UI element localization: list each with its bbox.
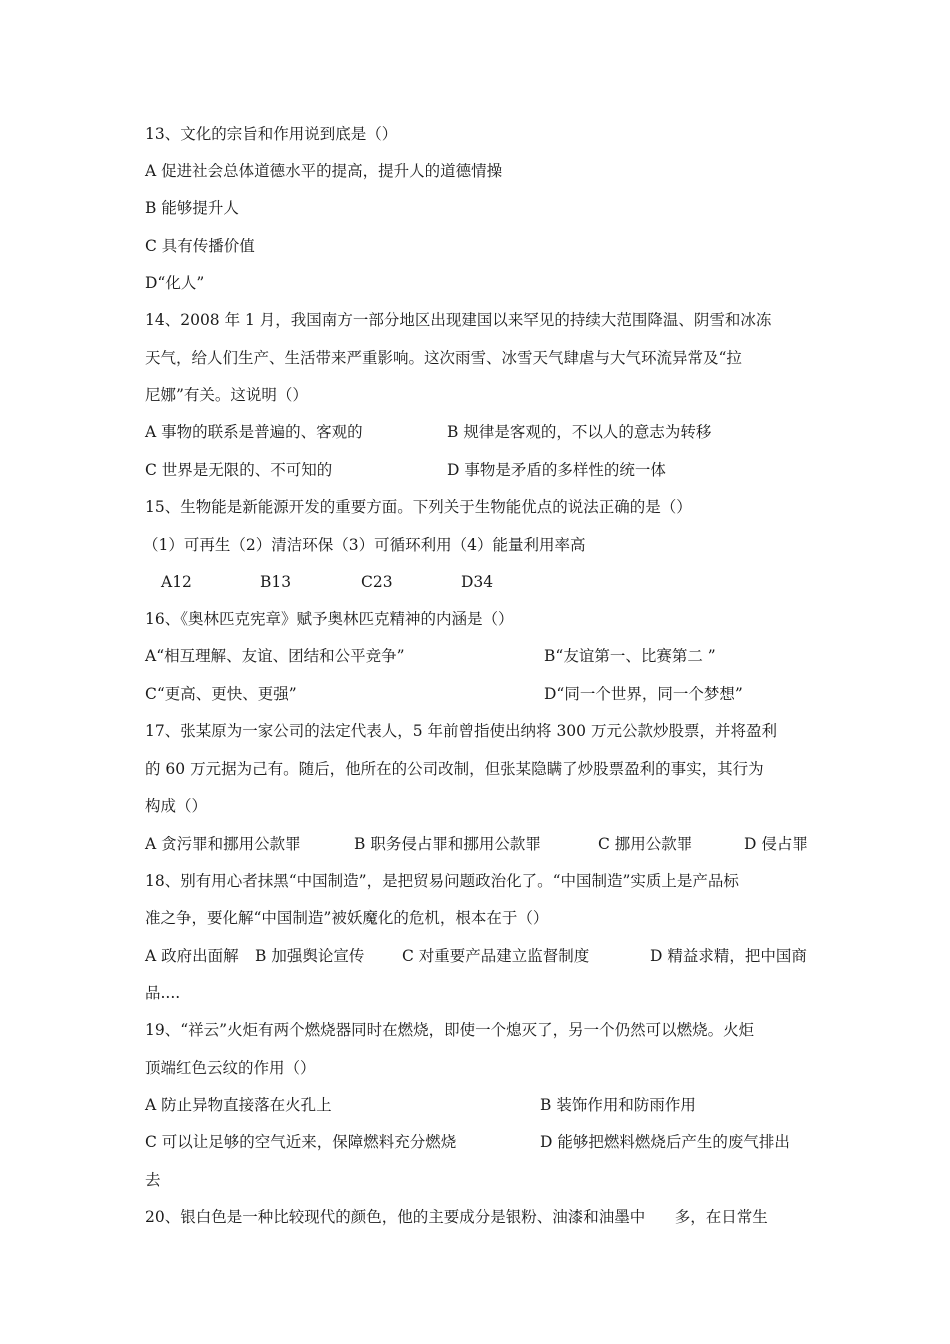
question-14-stem-line-2: 天气，给人们生产、生活带来严重影响。这次雨雪、冰雪天气肆虐与大气环流异常及“拉 [145,349,742,367]
question-15-option-d: D34 [461,573,494,591]
question-18-option-b: B 加强舆论宣传 [255,947,365,965]
question-15-option-c: C23 [361,573,393,591]
question-14-option-b: B 规律是客观的，不以人的意志为转移 [447,423,712,441]
question-13-stem: 13、文化的宗旨和作用说到底是（） [145,125,398,143]
question-18-option-a: A 政府出面解 [145,947,239,965]
question-16-option-d: D“同一个世界，同一个梦想” [544,685,743,703]
question-14-stem-line-1: 14、2008 年 1 月，我国南方一部分地区出现建国以来罕见的持续大范围降温、阴雪和冰冻 [145,311,772,329]
question-14-option-d: D 事物是矛盾的多样性的统一体 [447,461,666,479]
question-17-stem-line-3: 构成（） [145,797,208,815]
question-18-option-d-continued: 品.... [145,984,181,1002]
question-17-option-b: B 职务侵占罪和挪用公款罪 [354,835,541,853]
question-16-option-b: B“友谊第一、比赛第二 ” [544,647,716,665]
question-18-option-d: D 精益求精，把中国商 [650,947,807,965]
question-13-option-c: C 具有传播价值 [145,237,255,255]
question-17-option-a: A 贪污罪和挪用公款罪 [145,835,301,853]
question-18-stem-line-2: 准之争，要化解“中国制造”被妖魔化的危机，根本在于（） [145,909,549,927]
question-18-option-c: C 对重要产品建立监督制度 [402,947,590,965]
question-13-option-b: B 能够提升人 [145,199,239,217]
question-17-option-c: C 挪用公款罪 [598,835,693,853]
question-15-option-a: A12 [161,573,192,591]
question-17-option-d: D 侵占罪 [744,835,808,853]
question-13-option-a: A 促进社会总体道德水平的提高，提升人的道德情操 [145,162,503,180]
question-19-option-b: B 装饰作用和防雨作用 [540,1096,696,1114]
question-19-stem-line-2: 顶端红色云纹的作用（） [145,1059,316,1077]
question-15-option-b: B13 [260,573,292,591]
question-14-option-c: C 世界是无限的、不可知的 [145,461,333,479]
question-16-stem: 16、《奥林匹克宪章》赋予奥林匹克精神的内涵是（） [145,610,514,628]
question-20-stem: 20、银白色是一种比较现代的颜色，他的主要成分是银粉、油漆和油墨中 多，在日常生 [145,1208,768,1226]
question-13-option-d: D“化人” [145,274,205,292]
question-15-stem-line-2: （1）可再生（2）清洁环保（3）可循环利用（4）能量利用率高 [143,536,586,554]
question-19-option-c: C 可以让足够的空气近来，保障燃料充分燃烧 [145,1133,457,1151]
question-19-option-d: D 能够把燃料燃烧后产生的废气排出 [540,1133,790,1151]
question-19-stem-line-1: 19、“祥云”火炬有两个燃烧器同时在燃烧，即使一个熄灭了，另一个仍然可以燃烧。火炬 [145,1021,755,1039]
question-15-stem-line-1: 15、生物能是新能源开发的重要方面。下列关于生物能优点的说法正确的是（） [145,498,692,516]
question-17-stem-line-1: 17、张某原为一家公司的法定代表人，5 年前曾指使出纳将 300 万元公款炒股票，并将盈利 [145,722,777,740]
question-19-option-d-continued: 去 [145,1171,161,1189]
question-14-stem-line-3: 尼娜”有关。这说明（） [145,386,308,404]
question-16-option-c: C“更高、更快、更强” [145,685,297,703]
question-17-stem-line-2: 的 60 万元据为己有。随后，他所在的公司改制，但张某隐瞒了炒股票盈利的事实，其行为 [145,760,764,778]
question-19-option-a: A 防止异物直接落在火孔上 [145,1096,332,1114]
question-18-stem-line-1: 18、别有用心者抹黑“中国制造”，是把贸易问题政治化了。“中国制造”实质上是产品标 [145,872,739,890]
question-16-option-a: A“相互理解、友谊、团结和公平竞争” [145,647,405,665]
question-14-option-a: A 事物的联系是普遍的、客观的 [145,423,363,441]
